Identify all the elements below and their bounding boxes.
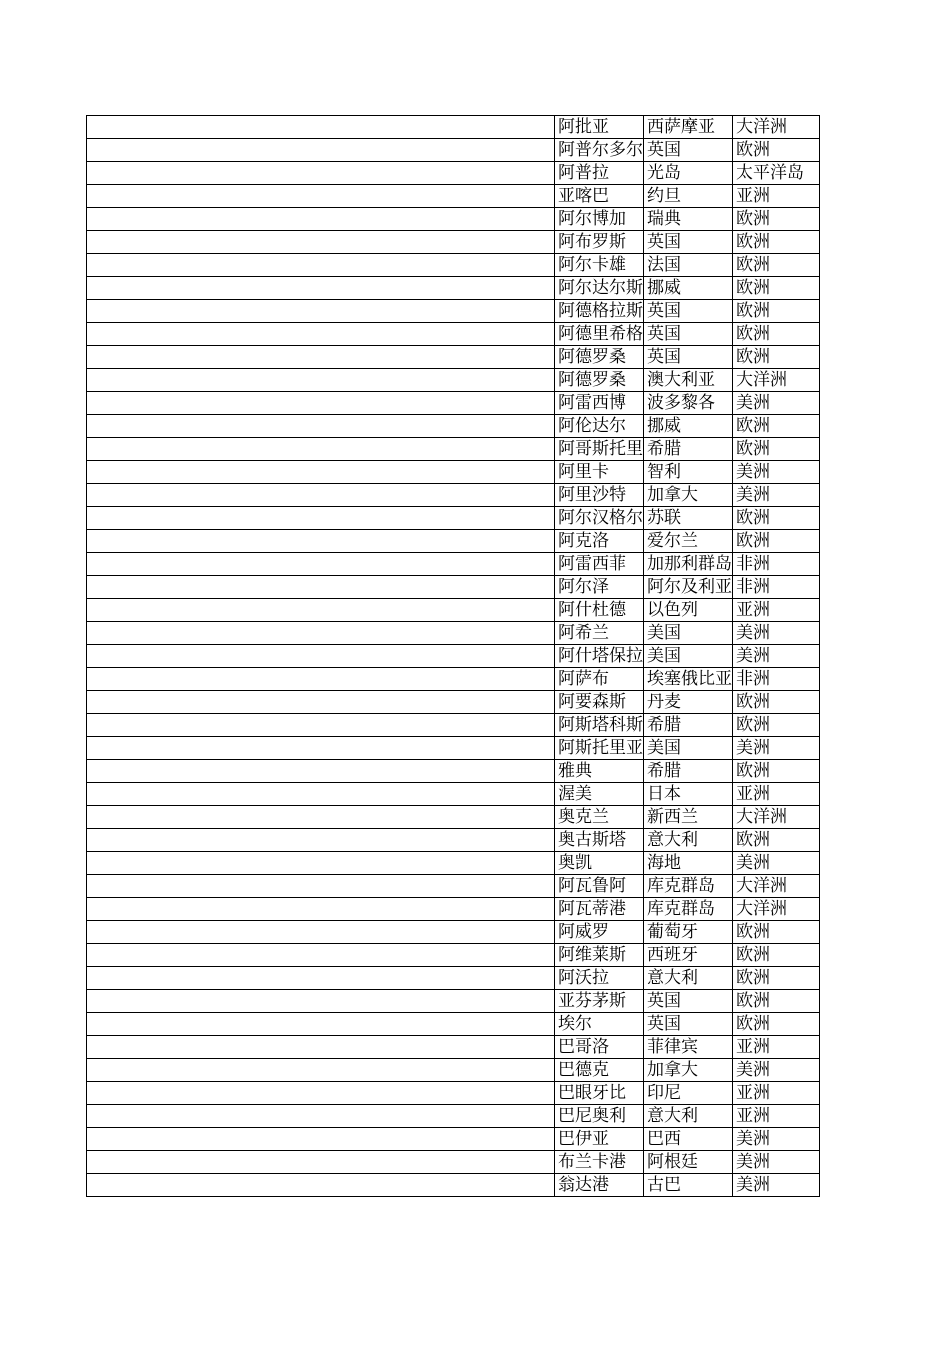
blank-cell[interactable] <box>87 208 555 231</box>
country-cell[interactable]: 爱尔兰 <box>644 530 733 553</box>
blank-cell[interactable] <box>87 944 555 967</box>
port-name-cell[interactable]: 阿维莱斯 <box>555 944 644 967</box>
port-name-cell[interactable]: 阿哥斯托里 <box>555 438 644 461</box>
continent-cell[interactable]: 非洲 <box>733 553 820 576</box>
country-cell[interactable]: 英国 <box>644 231 733 254</box>
country-cell[interactable]: 加拿大 <box>644 484 733 507</box>
port-name-cell[interactable]: 阿雷西博 <box>555 392 644 415</box>
continent-cell[interactable]: 欧洲 <box>733 921 820 944</box>
continent-cell[interactable]: 非洲 <box>733 668 820 691</box>
blank-cell[interactable] <box>87 185 555 208</box>
port-name-cell[interactable]: 阿什杜德 <box>555 599 644 622</box>
country-cell[interactable]: 光岛 <box>644 162 733 185</box>
port-name-cell[interactable]: 阿德罗桑 <box>555 369 644 392</box>
port-name-cell[interactable]: 阿什塔保拉 <box>555 645 644 668</box>
continent-cell[interactable]: 欧洲 <box>733 990 820 1013</box>
table-row <box>87 806 820 829</box>
table-row <box>87 300 820 323</box>
blank-cell[interactable] <box>87 231 555 254</box>
continent-cell[interactable]: 亚洲 <box>733 783 820 806</box>
table-row <box>87 898 820 921</box>
port-name-cell[interactable]: 阿伦达尔 <box>555 415 644 438</box>
port-name-cell[interactable]: 阿斯托里亚 <box>555 737 644 760</box>
blank-cell[interactable] <box>87 921 555 944</box>
country-cell[interactable]: 波多黎各 <box>644 392 733 415</box>
country-cell[interactable]: 以色列 <box>644 599 733 622</box>
port-name-cell[interactable]: 雅典 <box>555 760 644 783</box>
blank-cell[interactable] <box>87 392 555 415</box>
blank-cell[interactable] <box>87 1105 555 1128</box>
blank-cell[interactable] <box>87 668 555 691</box>
port-name-cell[interactable]: 亚喀巴 <box>555 185 644 208</box>
continent-cell[interactable]: 欧洲 <box>733 1013 820 1036</box>
blank-cell[interactable] <box>87 898 555 921</box>
blank-cell[interactable] <box>87 415 555 438</box>
table-row <box>87 116 820 139</box>
continent-cell[interactable]: 美洲 <box>733 461 820 484</box>
country-cell[interactable]: 埃塞俄比亚 <box>644 668 733 691</box>
continent-cell[interactable]: 欧洲 <box>733 691 820 714</box>
blank-cell[interactable] <box>87 530 555 553</box>
country-cell[interactable]: 英国 <box>644 300 733 323</box>
blank-cell[interactable] <box>87 162 555 185</box>
table-row <box>87 875 820 898</box>
port-name-cell[interactable]: 阿普拉 <box>555 162 644 185</box>
country-cell[interactable]: 法国 <box>644 254 733 277</box>
port-name-cell[interactable]: 奥凯 <box>555 852 644 875</box>
continent-cell[interactable]: 欧洲 <box>733 944 820 967</box>
table-row <box>87 530 820 553</box>
port-table-body <box>87 116 820 1197</box>
table-row <box>87 944 820 967</box>
continent-cell[interactable]: 欧洲 <box>733 231 820 254</box>
continent-cell[interactable]: 美洲 <box>733 645 820 668</box>
blank-cell[interactable] <box>87 852 555 875</box>
blank-cell[interactable] <box>87 1174 555 1197</box>
country-cell[interactable]: 挪威 <box>644 415 733 438</box>
table-row <box>87 461 820 484</box>
port-name-cell[interactable]: 阿瓦蒂港 <box>555 898 644 921</box>
port-name-cell[interactable]: 阿德罗桑 <box>555 346 644 369</box>
continent-cell[interactable]: 欧洲 <box>733 277 820 300</box>
port-name-cell[interactable]: 阿瓦鲁阿 <box>555 875 644 898</box>
continent-cell[interactable]: 亚洲 <box>733 185 820 208</box>
country-cell[interactable]: 丹麦 <box>644 691 733 714</box>
continent-cell[interactable]: 非洲 <box>733 576 820 599</box>
port-name-cell[interactable]: 巴德克 <box>555 1059 644 1082</box>
blank-cell[interactable] <box>87 1128 555 1151</box>
country-cell[interactable]: 美国 <box>644 645 733 668</box>
country-cell[interactable]: 瑞典 <box>644 208 733 231</box>
continent-cell[interactable]: 大洋洲 <box>733 898 820 921</box>
blank-cell[interactable] <box>87 323 555 346</box>
continent-cell[interactable]: 美洲 <box>733 622 820 645</box>
blank-cell[interactable] <box>87 484 555 507</box>
port-name-cell[interactable]: 阿要森斯 <box>555 691 644 714</box>
continent-cell[interactable]: 美洲 <box>733 1128 820 1151</box>
blank-cell[interactable] <box>87 1013 555 1036</box>
table-row <box>87 599 820 622</box>
country-cell[interactable]: 英国 <box>644 346 733 369</box>
table-row <box>87 921 820 944</box>
blank-cell[interactable] <box>87 875 555 898</box>
table-row <box>87 231 820 254</box>
table-row <box>87 1036 820 1059</box>
blank-cell[interactable] <box>87 461 555 484</box>
blank-cell[interactable] <box>87 369 555 392</box>
port-name-cell[interactable]: 阿威罗 <box>555 921 644 944</box>
country-cell[interactable]: 英国 <box>644 1013 733 1036</box>
table-row <box>87 162 820 185</box>
table-row <box>87 277 820 300</box>
continent-cell[interactable]: 美洲 <box>733 484 820 507</box>
blank-cell[interactable] <box>87 783 555 806</box>
country-cell[interactable]: 英国 <box>644 139 733 162</box>
country-cell[interactable]: 巴西 <box>644 1128 733 1151</box>
table-row <box>87 576 820 599</box>
continent-cell[interactable]: 太平洋岛 <box>733 162 820 185</box>
country-cell[interactable]: 日本 <box>644 783 733 806</box>
table-row <box>87 346 820 369</box>
blank-cell[interactable] <box>87 346 555 369</box>
country-cell[interactable]: 西班牙 <box>644 944 733 967</box>
country-cell[interactable]: 约旦 <box>644 185 733 208</box>
port-table <box>86 115 820 1197</box>
table-row <box>87 691 820 714</box>
port-name-cell[interactable]: 阿普尔多尔 <box>555 139 644 162</box>
port-name-cell[interactable]: 阿希兰 <box>555 622 644 645</box>
port-name-cell[interactable]: 奥克兰 <box>555 806 644 829</box>
table-row <box>87 1059 820 1082</box>
country-cell[interactable]: 苏联 <box>644 507 733 530</box>
country-cell[interactable]: 英国 <box>644 323 733 346</box>
table-row <box>87 323 820 346</box>
country-cell[interactable]: 智利 <box>644 461 733 484</box>
port-name-cell[interactable]: 阿里卡 <box>555 461 644 484</box>
country-cell[interactable]: 新西兰 <box>644 806 733 829</box>
table-row <box>87 990 820 1013</box>
blank-cell[interactable] <box>87 806 555 829</box>
port-name-cell[interactable]: 埃尔 <box>555 1013 644 1036</box>
table-row <box>87 622 820 645</box>
port-name-cell[interactable]: 奥古斯塔 <box>555 829 644 852</box>
continent-cell[interactable]: 美洲 <box>733 392 820 415</box>
continent-cell[interactable]: 欧洲 <box>733 323 820 346</box>
blank-cell[interactable] <box>87 691 555 714</box>
port-name-cell[interactable]: 阿尔卡雄 <box>555 254 644 277</box>
table-row <box>87 1013 820 1036</box>
continent-cell[interactable]: 大洋洲 <box>733 116 820 139</box>
port-name-cell[interactable]: 亚芬茅斯 <box>555 990 644 1013</box>
port-name-cell[interactable]: 阿德里希格 <box>555 323 644 346</box>
blank-cell[interactable] <box>87 254 555 277</box>
table-row <box>87 1082 820 1105</box>
table-row <box>87 254 820 277</box>
blank-cell[interactable] <box>87 438 555 461</box>
country-cell[interactable]: 库克群岛 <box>644 898 733 921</box>
continent-cell[interactable]: 美洲 <box>733 1174 820 1197</box>
table-row <box>87 668 820 691</box>
table-row <box>87 438 820 461</box>
continent-cell[interactable]: 美洲 <box>733 1059 820 1082</box>
table-row <box>87 392 820 415</box>
blank-cell[interactable] <box>87 507 555 530</box>
port-name-cell[interactable]: 阿雷西菲 <box>555 553 644 576</box>
continent-cell[interactable]: 欧洲 <box>733 829 820 852</box>
country-cell[interactable]: 阿尔及利亚 <box>644 576 733 599</box>
port-name-cell[interactable]: 阿尔博加 <box>555 208 644 231</box>
continent-cell[interactable]: 欧洲 <box>733 208 820 231</box>
continent-cell[interactable]: 欧洲 <box>733 139 820 162</box>
blank-cell[interactable] <box>87 967 555 990</box>
table-row <box>87 484 820 507</box>
country-cell[interactable]: 美国 <box>644 737 733 760</box>
country-cell[interactable]: 葡萄牙 <box>644 921 733 944</box>
table-row <box>87 185 820 208</box>
port-name-cell[interactable]: 阿德格拉斯 <box>555 300 644 323</box>
table-row <box>87 852 820 875</box>
blank-cell[interactable] <box>87 829 555 852</box>
blank-cell[interactable] <box>87 1036 555 1059</box>
table-row <box>87 1151 820 1174</box>
continent-cell[interactable]: 大洋洲 <box>733 875 820 898</box>
country-cell[interactable]: 西萨摩亚 <box>644 116 733 139</box>
blank-cell[interactable] <box>87 760 555 783</box>
port-name-cell[interactable]: 巴眼牙比 <box>555 1082 644 1105</box>
port-name-cell[interactable]: 巴尼奥利 <box>555 1105 644 1128</box>
country-cell[interactable]: 希腊 <box>644 714 733 737</box>
table-row <box>87 139 820 162</box>
blank-cell[interactable] <box>87 116 555 139</box>
table-row <box>87 507 820 530</box>
country-cell[interactable]: 美国 <box>644 622 733 645</box>
continent-cell[interactable]: 欧洲 <box>733 714 820 737</box>
port-name-cell[interactable]: 布兰卡港 <box>555 1151 644 1174</box>
continent-cell[interactable]: 欧洲 <box>733 967 820 990</box>
country-cell[interactable]: 意大利 <box>644 829 733 852</box>
continent-cell[interactable]: 欧洲 <box>733 530 820 553</box>
continent-cell[interactable]: 亚洲 <box>733 599 820 622</box>
blank-cell[interactable] <box>87 599 555 622</box>
port-name-cell[interactable]: 巴哥洛 <box>555 1036 644 1059</box>
blank-cell[interactable] <box>87 553 555 576</box>
port-name-cell[interactable]: 阿萨布 <box>555 668 644 691</box>
continent-cell[interactable]: 欧洲 <box>733 346 820 369</box>
blank-cell[interactable] <box>87 139 555 162</box>
country-cell[interactable]: 海地 <box>644 852 733 875</box>
continent-cell[interactable]: 欧洲 <box>733 415 820 438</box>
country-cell[interactable]: 库克群岛 <box>644 875 733 898</box>
continent-cell[interactable]: 欧洲 <box>733 438 820 461</box>
continent-cell[interactable]: 亚洲 <box>733 1082 820 1105</box>
continent-cell[interactable]: 亚洲 <box>733 1036 820 1059</box>
continent-cell[interactable]: 欧洲 <box>733 760 820 783</box>
country-cell[interactable]: 意大利 <box>644 1105 733 1128</box>
port-name-cell[interactable]: 阿尔泽 <box>555 576 644 599</box>
continent-cell[interactable]: 欧洲 <box>733 507 820 530</box>
port-name-cell[interactable]: 渥美 <box>555 783 644 806</box>
port-name-cell[interactable]: 阿沃拉 <box>555 967 644 990</box>
port-name-cell[interactable]: 巴伊亚 <box>555 1128 644 1151</box>
table-row <box>87 737 820 760</box>
table-row <box>87 208 820 231</box>
country-cell[interactable]: 澳大利亚 <box>644 369 733 392</box>
continent-cell[interactable]: 美洲 <box>733 852 820 875</box>
blank-cell[interactable] <box>87 737 555 760</box>
country-cell[interactable]: 希腊 <box>644 760 733 783</box>
country-cell[interactable]: 加那利群岛 <box>644 553 733 576</box>
country-cell[interactable]: 印尼 <box>644 1082 733 1105</box>
blank-cell[interactable] <box>87 300 555 323</box>
continent-cell[interactable]: 欧洲 <box>733 300 820 323</box>
table-row <box>87 783 820 806</box>
country-cell[interactable]: 希腊 <box>644 438 733 461</box>
port-name-cell[interactable]: 阿斯塔科斯 <box>555 714 644 737</box>
country-cell[interactable]: 古巴 <box>644 1174 733 1197</box>
table-row <box>87 369 820 392</box>
country-cell[interactable]: 英国 <box>644 990 733 1013</box>
country-cell[interactable]: 菲律宾 <box>644 1036 733 1059</box>
country-cell[interactable]: 加拿大 <box>644 1059 733 1082</box>
blank-cell[interactable] <box>87 622 555 645</box>
table-row <box>87 415 820 438</box>
port-name-cell[interactable]: 阿里沙特 <box>555 484 644 507</box>
blank-cell[interactable] <box>87 1059 555 1082</box>
port-name-cell[interactable]: 阿尔汉格尔 <box>555 507 644 530</box>
port-name-cell[interactable]: 阿尔达尔斯 <box>555 277 644 300</box>
table-row <box>87 1105 820 1128</box>
blank-cell[interactable] <box>87 1151 555 1174</box>
port-name-cell[interactable]: 阿布罗斯 <box>555 231 644 254</box>
continent-cell[interactable]: 美洲 <box>733 1151 820 1174</box>
table-row <box>87 829 820 852</box>
continent-cell[interactable]: 大洋洲 <box>733 369 820 392</box>
table-row <box>87 1174 820 1197</box>
blank-cell[interactable] <box>87 714 555 737</box>
blank-cell[interactable] <box>87 990 555 1013</box>
blank-cell[interactable] <box>87 645 555 668</box>
country-cell[interactable]: 阿根廷 <box>644 1151 733 1174</box>
table-row <box>87 967 820 990</box>
port-name-cell[interactable]: 阿批亚 <box>555 116 644 139</box>
continent-cell[interactable]: 美洲 <box>733 737 820 760</box>
continent-cell[interactable]: 大洋洲 <box>733 806 820 829</box>
table-row <box>87 553 820 576</box>
table-row <box>87 760 820 783</box>
port-name-cell[interactable]: 翁达港 <box>555 1174 644 1197</box>
country-cell[interactable]: 挪威 <box>644 277 733 300</box>
table-row <box>87 645 820 668</box>
continent-cell[interactable]: 欧洲 <box>733 254 820 277</box>
table-row <box>87 714 820 737</box>
blank-cell[interactable] <box>87 1082 555 1105</box>
blank-cell[interactable] <box>87 576 555 599</box>
continent-cell[interactable]: 亚洲 <box>733 1105 820 1128</box>
port-name-cell[interactable]: 阿克洛 <box>555 530 644 553</box>
blank-cell[interactable] <box>87 277 555 300</box>
country-cell[interactable]: 意大利 <box>644 967 733 990</box>
table-row <box>87 1128 820 1151</box>
